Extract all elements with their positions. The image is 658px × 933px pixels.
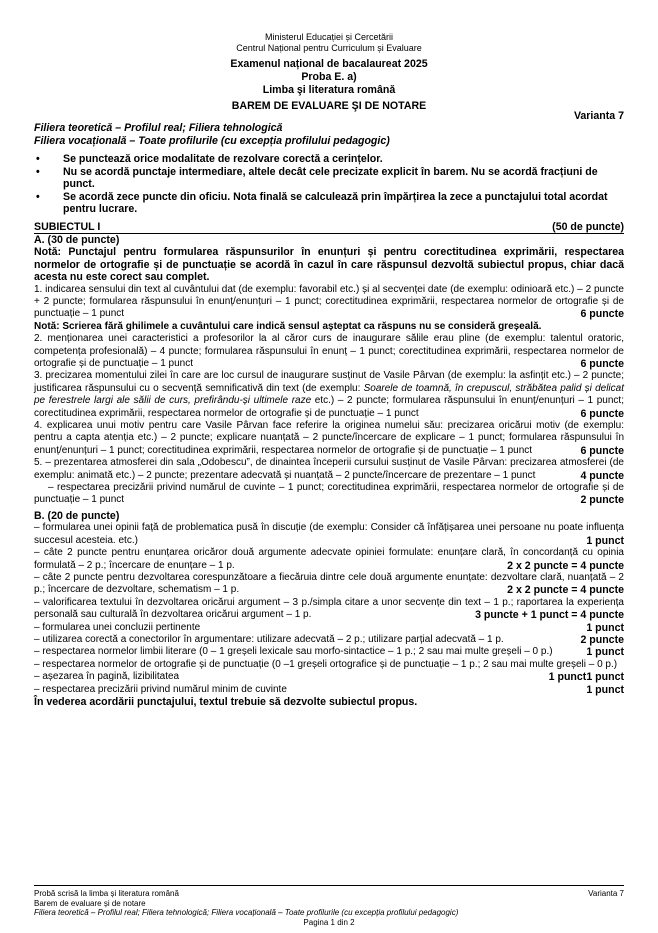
b-row-10-text: – respectarea precizării privind numărul minim de cuvinte bbox=[34, 683, 287, 695]
item-5b-points: 2 puncte bbox=[580, 494, 624, 507]
ministry-name: Ministerul Educației și Cercetării bbox=[264, 32, 394, 42]
item-4-text: 4. explicarea unui motiv pentru care Vasile Pârvan face referire la originea numelui său: precizarea oricărui motiv (de exemplu: pentru a capta atenția etc.) – 2 puncte; explicare nuanțată – 2 puncte/încercare de explicare – 1 punct; formularea răspunsului în enunț/enunțuri – 1 punct; corectitudinea exprimării, respectarea normelor de ortografie și de punctuație – 1 punct bbox=[34, 419, 624, 456]
b-row-1 bbox=[34, 522, 624, 547]
item-5a bbox=[34, 457, 624, 482]
b-row-5-text: – formularea unei concluzii pertinente bbox=[34, 621, 201, 633]
subject-1-title: SUBIECTUL I bbox=[34, 220, 101, 233]
item-5a-text: 5. – prezentarea atmosferei din sala „Odobescu”, de dinaintea începerii cursului susținut de Vasile Pârvan: precizarea atmosferei (de exemplu: animată etc.) – 2 puncte; prezentare adecvată și nuanțată – 2 puncte/încercare de prezentare – 1 punct bbox=[34, 457, 624, 481]
b-row-2-text: – câte 2 puncte pentru enunțarea oricăror două argumente adecvate opiniei formulate: enunțare clară, în concordanță cu opinia formulată – 2 p.; încercare de enunțare – 1 p. bbox=[34, 547, 624, 571]
b-row-7-points: 1 punct bbox=[586, 646, 624, 659]
subject-title: Limba şi literatura română bbox=[262, 84, 396, 96]
footer-row-1 bbox=[34, 889, 624, 899]
b-row-8-points: 1 punct bbox=[586, 671, 624, 684]
b-row-9-text: – așezarea în pagină, lizibilitatea bbox=[34, 671, 180, 683]
b-row-5-points: 1 punct bbox=[586, 621, 624, 634]
rule-item: • Se punctează orice modalitate de rezolvare corectă a cerințelor. bbox=[34, 153, 624, 166]
item-1-note: Notă: Scrierea fără ghilimele a cuvântului care indică sensul așteptat ca răspuns nu se consideră greșeală. bbox=[34, 320, 542, 332]
b-row-7-text: – respectarea normelor limbii literare (0 – 1 greșeli lexicale sau morfo-sintactice – 1 p.; 2 sau mai multe greșeli – 0 p.) bbox=[34, 646, 553, 658]
barem-title: BAREM DE EVALUARE ŞI DE NOTARE bbox=[231, 100, 427, 112]
b-row-9-points: 1 punct bbox=[548, 671, 587, 684]
rule-item: • Nu se acordă punctaje intermediare, altele decât cele precizate explicit în barem. Nu se acordă fracțiuni de punct. bbox=[34, 166, 624, 191]
b-row-2-points: 2 x 2 puncte = 4 puncte bbox=[507, 559, 624, 572]
item-5a-points: 4 puncte bbox=[580, 469, 624, 482]
item-3-points: 6 puncte bbox=[580, 407, 624, 420]
item-5b bbox=[34, 482, 624, 507]
page-content bbox=[34, 32, 624, 709]
b-row-6-text: – utilizarea corectă a conectorilor în argumentare: utilizare adecvată – 2 p.; utilizare parțial adecvată – 1 p. bbox=[34, 633, 504, 645]
item-1-points: 6 puncte bbox=[580, 308, 624, 321]
variant-label: Varianta 7 bbox=[573, 110, 624, 122]
b-row-7 bbox=[34, 646, 624, 658]
b-row-3-text: – câte 2 puncte pentru dezvoltarea corespunzătoare a fiecăruia dintre cele două argumente enunțate: dezvoltare clară, nuanțată – 2 p.; încercare de dezvoltare, schematism – 1 p. bbox=[34, 571, 624, 596]
b-row-10 bbox=[34, 684, 624, 696]
section-a-title: A. (30 de puncte) bbox=[34, 233, 120, 246]
center-name: Centrul Național pentru Curriculum și Evaluare bbox=[236, 43, 422, 53]
b-row-10-points: 1 punct bbox=[586, 683, 624, 696]
item-2-points: 6 puncte bbox=[580, 357, 624, 370]
rules-list bbox=[34, 153, 624, 216]
item-3 bbox=[34, 370, 624, 420]
item-3-quote: Soarele de toamnă, în crepuscul, străbătea palid și delicat pe ferestrele largi ale sălii de curs, prefirându-și ultimele raze bbox=[34, 382, 624, 407]
item-1 bbox=[34, 284, 624, 321]
item-1-text: 1. indicarea sensului din text al cuvântului dat (de exemplu: favorabil etc.) și al secvenței date (de exemplu: odinioară etc.) – 2 puncte + 2 puncte; formularea răspunsului în enunț/enunțuri – 1 punct; corectitudinea exprimării, respectarea normelor de ortografie și de punctuație – 1 punct bbox=[34, 283, 624, 320]
item-3-text-a: 3. precizarea momentului zilei în care are loc cursul de inaugurare susținut de Vasile Pârvan (de exemplu: la asfințit etc.) – 2 puncte; justificarea răspunsului cu o secvență semnificativă din text (de exemplu: bbox=[34, 370, 624, 394]
b-row-5 bbox=[34, 622, 624, 634]
item-4-points: 6 puncte bbox=[580, 444, 624, 457]
b-row-8-text: – respectarea normelor de ortografie și de punctuație (0 –1 greșeli ortografice și de punctuație – 1 p.; 2 sau mai multe greșeli – 0 p.) bbox=[34, 658, 618, 670]
b-row-1-text: – formularea unei opinii față de problematica pusă în discuție (de exemplu: Consider că înfățișarea unei persoane nu poate influența succesul acesteia. etc.) bbox=[34, 522, 624, 546]
b-row-6 bbox=[34, 634, 624, 646]
b-row-6-points: 2 puncte bbox=[580, 633, 624, 646]
b-row-3-points: 2 x 2 puncte = 4 puncte bbox=[507, 584, 624, 597]
footer-variant: Varianta 7 bbox=[588, 889, 624, 898]
b-row-2 bbox=[34, 547, 624, 572]
footer-filiera: Filiera teoretică – Profilul real; Filiera tehnologică; Filiera vocațională – Toate profilurile (cu excepția profilului pedagogic) bbox=[34, 908, 459, 918]
item-4 bbox=[34, 420, 624, 457]
b-row-3 bbox=[34, 572, 624, 597]
page-number: Pagina 1 din 2 bbox=[303, 917, 355, 927]
item-5b-text: – respectarea precizării privind numărul de cuvinte – 1 punct; corectitudinea exprimării, respectarea normelor de ortografie și de punctuație – 1 punct bbox=[34, 482, 624, 506]
filiera-line-2: Filiera vocațională – Toate profilurile (cu excepția profilului pedagogic) bbox=[34, 135, 390, 147]
final-note: În vederea acordării punctajului, textul trebuie să dezvolte subiectul propus. bbox=[34, 696, 418, 708]
proba-title: Proba E. a) bbox=[301, 71, 357, 83]
footer-subject: Probă scrisă la limba și literatura română bbox=[34, 889, 179, 898]
subject-1-header bbox=[34, 221, 624, 234]
b-row-1-points: 1 punct bbox=[586, 534, 624, 547]
b-row-4 bbox=[34, 597, 624, 622]
b-row-9 bbox=[34, 671, 624, 683]
item-2 bbox=[34, 333, 624, 370]
subject-1-points: (50 de puncte) bbox=[552, 220, 624, 233]
section-b-title: B. (20 de puncte) bbox=[34, 509, 120, 522]
filiera-line-1: Filiera teoretică – Profilul real; Filiera tehnologică bbox=[34, 122, 283, 134]
exam-title: Examenul național de bacalaureat 2025 bbox=[230, 58, 428, 70]
b-row-4-text: – valorificarea textului în dezvoltarea oricărui argument – 3 p./simpla citare a unor secvențe din text – 1 p.; raportarea la experiența personală sau culturală în dezvoltarea oricărui argument – 1 p. bbox=[34, 596, 624, 621]
item-2-text: 2. menționarea unei caracteristici a profesorilor la al căror curs de inaugurare sălile erau pline (de exemplu: talentul oratoric, competența profesională) – 4 puncte; formularea răspunsului în enunț – 1 punct; corectitudinea exprimării, respectarea normelor de ortografie și de punctuație – 1 punct bbox=[34, 333, 624, 369]
item-3-text-b: etc.) – 2 puncte; formularea răspunsului în enunț/enunțuri – 1 punct; corectitudinea exprimării, respectarea normelor de ortografie și de punctuație – 1 punct bbox=[34, 395, 624, 419]
footer-barem: Barem de evaluare și de notare bbox=[34, 898, 146, 908]
section-a-note: Notă: Punctajul pentru formularea răspunsurilor în enunțuri și pentru corectitudinea exprimării, respectarea normelor de ortografie și de punctuație se acordă în cazul în care răspunsul dezvoltă subiectul propus, chiar dacă acesta nu este corect sau complet. bbox=[34, 246, 624, 283]
rule-item: • Se acordă zece puncte din oficiu. Nota finală se calculează prin împărțirea la zece a punctajului total acordat pentru lucrare. bbox=[34, 191, 624, 216]
page-footer bbox=[34, 885, 624, 927]
b-row-4-points: 3 puncte + 1 punct = 4 puncte bbox=[475, 609, 624, 622]
barem-row bbox=[34, 100, 624, 122]
